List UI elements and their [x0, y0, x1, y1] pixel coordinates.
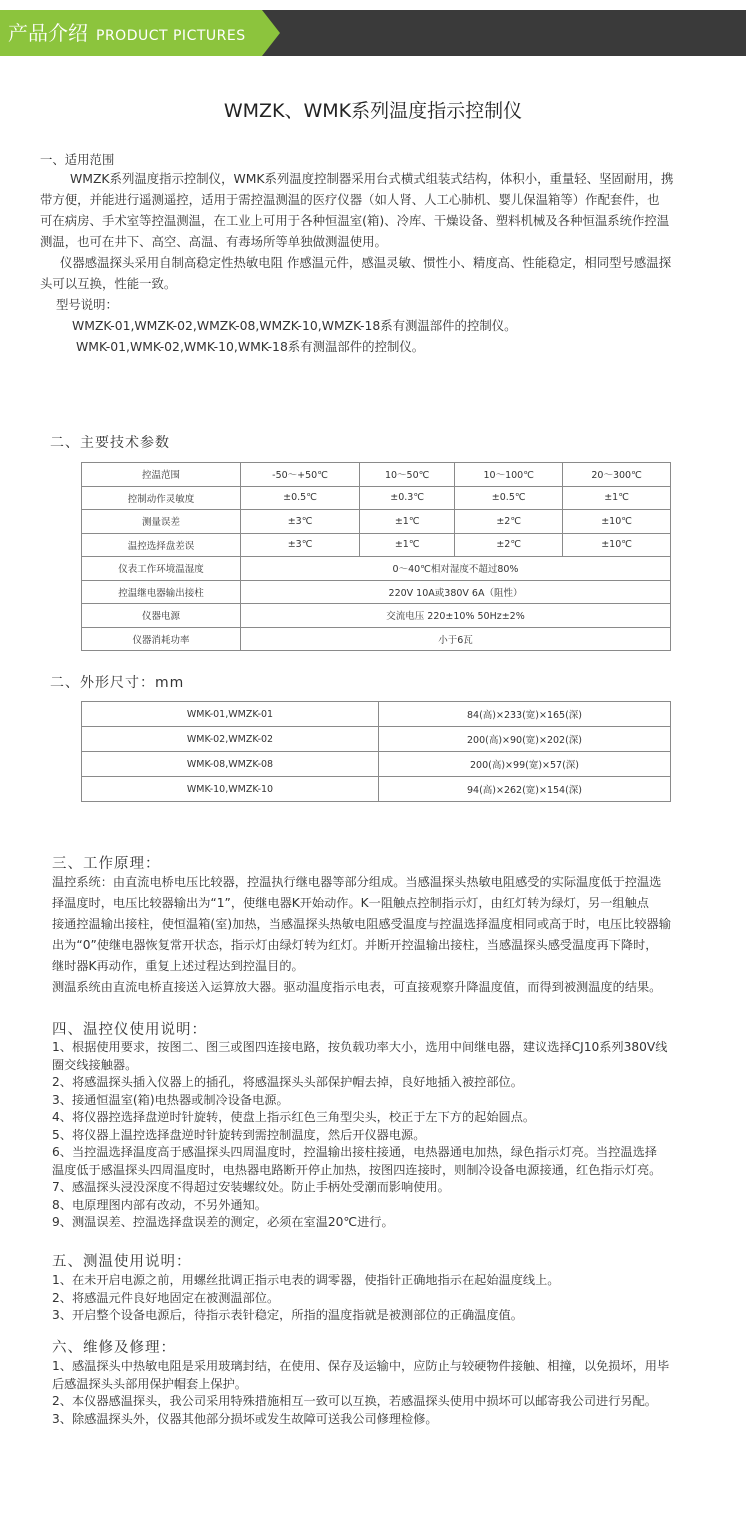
- params-row: [82, 580, 671, 604]
- section-heading-dimensions: 二、外形尺寸：mm: [50, 675, 185, 691]
- dimensions-row: [82, 702, 671, 727]
- principle-line: 接通控温输出接柱，使恒温箱(室)加热，当感温探头热敏电阻感受温度与控温选择温度相同或高于时，电压比较器输: [52, 917, 671, 931]
- params-row-label: 控温范围: [82, 463, 241, 487]
- usage-item: 7、感温探头浸没深度不得超过安装螺纹处。防止手柄处受潮而影响使用。: [52, 1180, 450, 1194]
- params-cell: 10～100℃: [455, 463, 563, 487]
- banner-title: [8, 10, 246, 56]
- params-cell: 20～300℃: [563, 463, 671, 487]
- params-cell: ±0.3℃: [360, 486, 455, 510]
- maintenance-item: 3、除感温探头外，仪器其他部分损坏或发生故障可送我公司修理检修。: [52, 1411, 438, 1426]
- document-title: WMZK、WMK系列温度指示控制仪: [223, 100, 523, 122]
- params-cell: ±2℃: [455, 533, 563, 557]
- principle-line: 温控系统：由直流电桥电压比较器，控温执行继电器等部分组成。当感温探头热敏电阻感受的实际温度低于控温选: [52, 875, 662, 889]
- params-cell: ±3℃: [241, 510, 360, 534]
- params-row: [82, 557, 671, 581]
- usage-item: 5、将仪器上温控选择盘逆时针旋转到需控制温度，然后开仪器电源。: [52, 1127, 426, 1142]
- dimensions-size: 84(高)×233(宽)×165(深): [379, 702, 671, 727]
- params-cell: ±0.5℃: [455, 486, 563, 510]
- params-cell: ±1℃: [360, 510, 455, 534]
- header-banner: [0, 10, 746, 56]
- params-row-label: 测量误差: [82, 510, 241, 534]
- maintenance-item: 后感温探头头部用保护帽套上保护。: [52, 1376, 247, 1391]
- maintenance-item: 1、感温探头中热敏电阻是采用玻璃封结，在使用、保存及运输中，应防止与较硬物件接触、相撞，以免损坏，用毕: [52, 1359, 670, 1373]
- params-row-label: 控温继电器输出接柱: [82, 580, 241, 604]
- params-row: [82, 486, 671, 510]
- params-table: [81, 462, 671, 651]
- params-row: [82, 604, 671, 628]
- maintenance-item: 2、本仪器感温探头，我公司采用特殊措施相互一致可以互换，若感温探头使用中损坏可以邮寄我公司进行另配。: [52, 1394, 657, 1408]
- params-cell: ±0.5℃: [241, 486, 360, 510]
- params-cell: -50～+50℃: [241, 463, 360, 487]
- model-line: WMK-01,WMK-02,WMK-10,WMK-18系有测温部件的控制仪。: [76, 339, 425, 354]
- params-cell: ±10℃: [563, 533, 671, 557]
- params-cell: 交流电压 220±10% 50Hz±2%: [241, 604, 671, 628]
- usage-item: 4、将仪器控选择盘逆时针旋转，使盘上指示红色三角型尖头，校正于左下方的起始圆点。: [52, 1110, 536, 1124]
- params-cell: 小于6瓦: [241, 627, 671, 651]
- section-heading-controller-usage: 四、温控仪使用说明：: [52, 1022, 207, 1038]
- scope-line: 带方便，并能进行遥测遥控，适用于需控温测温的医疗仪器（如人肾、人工心肺机、婴儿保温箱等）作配套件，也: [40, 192, 660, 207]
- measurement-item: 1、在未开启电源之前，用螺丝批调正指示电表的调零器，使指针正确地指示在起始温度线上。: [52, 1273, 560, 1287]
- section-heading-principle: 三、工作原理：: [52, 856, 161, 872]
- dimensions-size: 200(高)×90(宽)×202(深): [379, 727, 671, 752]
- params-cell: ±3℃: [241, 533, 360, 557]
- dimensions-model: WMK-01,WMZK-01: [82, 702, 379, 727]
- params-row: [82, 510, 671, 534]
- dimensions-row: [82, 727, 671, 752]
- dimensions-row: [82, 777, 671, 802]
- banner-title-en: PRODUCT PICTURES: [96, 28, 246, 44]
- section-heading-scope: 一、适用范围: [40, 152, 115, 167]
- dimensions-model: WMK-08,WMZK-08: [82, 752, 379, 777]
- scope-line: 测温，也可在井下、高空、高温、有毒场所等单独做测温使用。: [40, 234, 387, 249]
- params-row: [82, 533, 671, 557]
- usage-item: 3、接通恒温室(箱)电热器或制冷设备电源。: [52, 1092, 289, 1107]
- principle-line: 继时器K再动作，重复上述过程达到控温目的。: [52, 959, 304, 973]
- controller-usage-list: [52, 1039, 712, 1232]
- model-label: 型号说明：: [56, 297, 118, 312]
- params-cell: ±1℃: [360, 533, 455, 557]
- dimensions-row: [82, 752, 671, 777]
- measurement-item: 3、开启整个设备电源后，待指示表针稳定，所指的温度指就是被测部位的正确温度值。: [52, 1308, 523, 1322]
- params-cell: ±2℃: [455, 510, 563, 534]
- params-row: [82, 627, 671, 651]
- params-cell: 220V 10A或380V 6A（阻性）: [241, 580, 671, 604]
- params-row: [82, 463, 671, 487]
- section-heading-params: 二、主要技术参数: [50, 435, 170, 451]
- scope-line: 可在病房、手术室等控温测温，在工业上可用于各种恒温室(箱)、冷库、干燥设备、塑料机械及各种恒温系统作控温: [40, 213, 670, 228]
- scope-line: 仪器感温探头采用自制高稳定性热敏电阻 作感温元件，感温灵敏、惯性小、精度高、性能稳定，相同型号感温探: [60, 255, 672, 270]
- usage-item: 6、当控温选择温度高于感温探头四周温度时，控温输出接柱接通，电热器通电加热，绿色指示灯亮。当控温选择: [52, 1145, 657, 1159]
- params-row-label: 控制动作灵敏度: [82, 486, 241, 510]
- scope-paragraph: [40, 168, 720, 357]
- dimensions-model: WMK-02,WMZK-02: [82, 727, 379, 752]
- dimensions-size: 94(高)×262(宽)×154(深): [379, 777, 671, 802]
- banner-title-cn: 产品介绍: [8, 21, 88, 45]
- maintenance-list: [52, 1358, 712, 1428]
- dimensions-model: WMK-10,WMZK-10: [82, 777, 379, 802]
- scope-line: WMZK系列温度指示控制仪，WMK系列温度控制器采用台式横式组装式结构，体积小，重量轻、坚固耐用，携: [70, 171, 674, 186]
- section-heading-maintenance: 六、维修及修理：: [52, 1340, 176, 1356]
- params-cell: 10～50℃: [360, 463, 455, 487]
- params-cell: ±10℃: [563, 510, 671, 534]
- principle-line: 择温度时，电压比较器输出为“1”，使继电器K开始动作。K一阻触点控制指示灯，由红灯转为绿灯，另一组触点: [52, 896, 649, 910]
- scope-line: 头可以互换，性能一致。: [40, 276, 177, 291]
- usage-item: 2、将感温探头插入仪器上的插孔，将感温探头头部保护帽去掉，良好地插入被控部位。: [52, 1075, 523, 1089]
- params-row-label: 温控选择盘差误: [82, 533, 241, 557]
- usage-item: 温度低于感温探头四周温度时，电热器电路断开停止加热，按图四连接时，则制冷设备电源接通，红色指示灯亮。: [52, 1162, 662, 1177]
- params-row-label: 仪表工作环境温湿度: [82, 557, 241, 581]
- section-heading-measurement-usage: 五、测温使用说明：: [52, 1254, 192, 1270]
- usage-item: 8、电原理图内部有改动，不另外通知。: [52, 1197, 267, 1212]
- dimensions-size: 200(高)×99(宽)×57(深): [379, 752, 671, 777]
- usage-item: 圈交线接触器。: [52, 1057, 138, 1072]
- params-row-label: 仪器消耗功率: [82, 627, 241, 651]
- usage-item: 9、测温误差、控温选择盘误差的测定，必须在室温20℃进行。: [52, 1215, 394, 1229]
- dimensions-table: [81, 701, 671, 802]
- measurement-usage-list: [52, 1272, 712, 1325]
- model-line: WMZK-01,WMZK-02,WMZK-08,WMZK-10,WMZK-18系有测温部件的控制仪。: [72, 318, 517, 333]
- principle-line: 出为“0”使继电器恢复常开状态，指示灯由绿灯转为红灯。并断开控温输出接柱，当感温探头感受温度再下降时，: [52, 938, 658, 952]
- params-cell: ±1℃: [563, 486, 671, 510]
- params-row-label: 仪器电源: [82, 604, 241, 628]
- measurement-item: 2、将感温元件良好地固定在被测温部位。: [52, 1290, 280, 1305]
- principle-paragraph: [52, 872, 712, 998]
- usage-item: 1、根据使用要求，按图二、图三或图四连接电路，按负载功率大小，选用中间继电器，建议选择CJ10系列380V线: [52, 1040, 668, 1054]
- principle-line: 测温系统由直流电桥直接送入运算放大器。驱动温度指示电表，可直接观察升降温度值，而得到被测温度的结果。: [52, 980, 662, 994]
- params-cell: 0～40℃相对湿度不超过80%: [241, 557, 671, 581]
